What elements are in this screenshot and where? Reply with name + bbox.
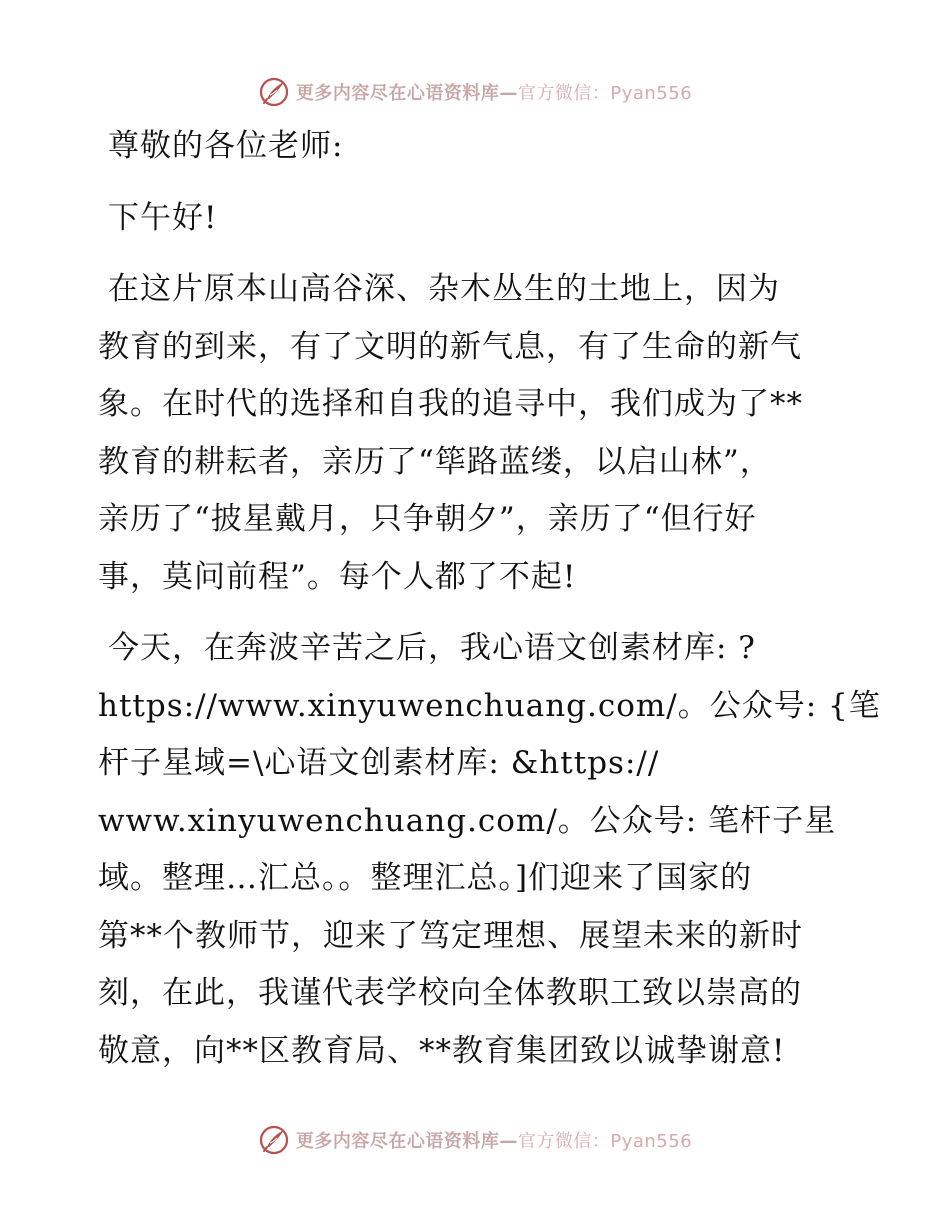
paragraph-line: 在这片原本山高谷深、杂木丛生的土地上，因为 <box>108 271 780 307</box>
paragraph-line: 刻，在此，我谨代表学校向全体教职工致以崇高的 <box>98 975 802 1011</box>
page-header <box>0 70 950 114</box>
document-body <box>98 118 881 1080</box>
greeting-hello: 下午好! <box>108 199 218 236</box>
footer-watermark-text <box>296 1127 692 1153</box>
paragraph-line: 第**个教师节，迎来了笃定理想、展望未来的新时 <box>98 917 803 954</box>
paragraph-line: 域。整理…汇总。。整理汇总。]们迎来了国家的 <box>98 860 753 896</box>
feather-pen-logo-icon <box>258 76 290 108</box>
paragraph-2 <box>98 620 881 1080</box>
page-footer <box>0 1118 950 1162</box>
paragraph-line: https://www.xinyuwenchuang.com/。公众号: {笔 <box>98 687 881 724</box>
paragraph-line: 教育的耕耘者，亲历了“筚路蓝缕，以启山林”， <box>98 443 772 480</box>
paragraph-line: www.xinyuwenchuang.com/。公众号: 笔杆子星 <box>98 802 837 839</box>
footer-watermark-label: 更多内容尽在心语资料库— <box>295 1131 518 1152</box>
feather-pen-logo-icon <box>258 1124 290 1156</box>
paragraph-line: 敬意，向**区教育局、**教育集团致以诚挚谢意! <box>98 1032 786 1069</box>
paragraph-line: 教育的到来，有了文明的新气息，有了生命的新气 <box>98 328 802 365</box>
paragraph-line: 象。在时代的选择和自我的追寻中，我们成为了** <box>98 386 803 422</box>
paragraph-line: 亲历了“披星戴月，只争朝夕”，亲历了“但行好 <box>98 501 757 537</box>
header-watermark-label: 更多内容尽在心语资料库— <box>295 83 518 104</box>
footer-wechat-label: 官方微信：Pyan556 <box>517 1131 693 1152</box>
paragraph-1 <box>98 261 850 606</box>
header-watermark-text <box>296 79 692 105</box>
paragraph-line: 杆子星域=\心语文创素材库: &https:// <box>98 745 660 781</box>
paragraph-line: 今天，在奔波辛苦之后，我心语文创素材库: ? <box>108 630 756 666</box>
salutation: 尊敬的各位老师: <box>108 128 344 164</box>
header-wechat-label: 官方微信：Pyan556 <box>517 83 693 104</box>
paragraph-line: 事，莫问前程”。每个人都了不起! <box>98 558 577 595</box>
